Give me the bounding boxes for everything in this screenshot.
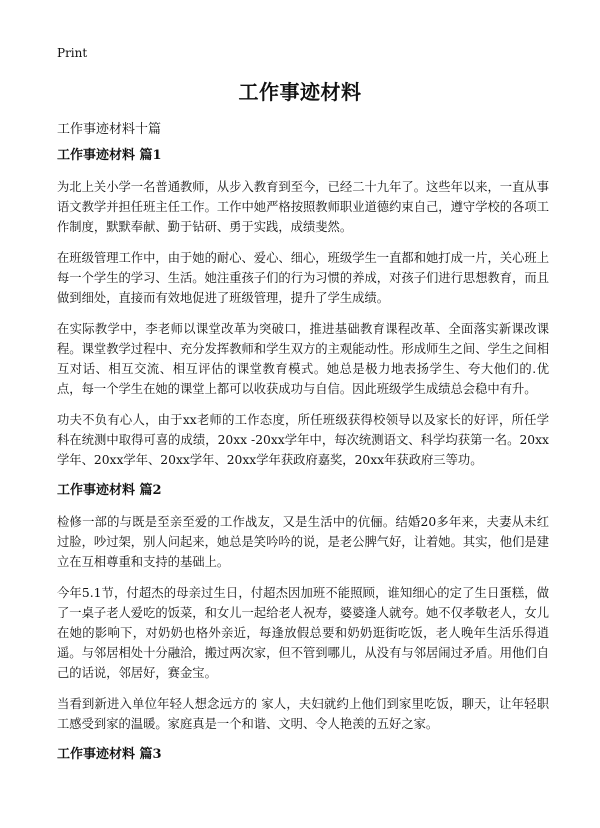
document-subtitle: 工作事迹材料十篇 <box>57 122 162 137</box>
paragraph: 在班级管理工作中，由于她的耐心、爱心、细心，班级学生一直都和她打成一片，关心班上每一个学生的学习、生活。她注重孩子们的行为习惯的养成，对孩子们进行思想教育，而且做到细处，直接而有效地促进了班级管理，提升了学生成绩。 <box>57 251 549 305</box>
section-title: 工作事迹材料 篇1 <box>57 148 162 163</box>
page-title: 工作事迹材料 <box>238 80 362 104</box>
paragraph: 功夫不负有心人，由于xx老师的工作态度，所任班级获得校领导以及家长的好评，所任学科在统测中取得可喜的成绩，20xx -20xx学年中，每次统测语文、科学均获第一名。20xx学年、20xx学年、20xx学年、20xx学年获政府嘉奖，20xx年获政府三等功。 <box>57 413 549 467</box>
section-2 <box>57 481 549 734</box>
section-title: 工作事迹材料 篇2 <box>57 483 162 498</box>
paragraph: 今年5.1节，付超杰的母亲过生日，付超杰因加班不能照顾，谁知细心的定了生日蛋糕，做了一桌子老人爱吃的饭菜，和女儿一起给老人祝寿，婆婆逢人就夸。她不仅孝敬老人，女儿在她的影响下，对奶奶也格外亲近，每逢放假总要和奶奶逛街吃饭，老人晚年生活乐得逍遥。与邻居相处十分融洽，搬过两次家，但不管到哪儿，从没有与邻居闹过矛盾。用他们自己的话说，邻居好，赛金宝。 <box>57 586 549 680</box>
paragraph: 为北上关小学一名普通教师，从步入教育到至今，已经二十九年了。这些年以来，一直从事语文教学并担任班主任工作。工作中她严格按照教师职业道德约束自己，遵守学校的各项工作制度，默默奉献、勤于钻研、勇于实践，成绩斐然。 <box>57 180 549 234</box>
section-1 <box>57 146 549 470</box>
document-body <box>57 146 549 776</box>
paragraph: 在实际教学中，李老师以课堂改革为突破口，推进基础教育课程改革、全面落实新课改课程。课堂教学过程中、充分发挥教师和学生双方的主观能动性。形成师生之间、学生之间相互对话、相互交流、相互评估的课堂教育模式。她总是极力地表扬学生、夸大他们的.优点，每一个学生在她的课堂上都可以收获成功与自信。因此班级学生成绩总会稳中有升。 <box>57 322 549 396</box>
section-title: 工作事迹材料 篇3 <box>57 747 162 762</box>
section-3 <box>57 745 549 765</box>
paragraph: 当看到新进入单位年轻人想念远方的 家人，夫妇就约上他们到家里吃饭，聊天，让年轻职工感受到家的温暖。家庭真是一个和谐、文明、令人艳羡的五好之家。 <box>57 697 549 731</box>
print-label: Print <box>57 46 88 60</box>
paragraph: 检修一部的与既是至亲至爱的工作战友，又是生活中的伉俪。结婚20多年来，夫妻从未红过脸，吵过架，别人问起来，她总是笑吟吟的说，是老公脾气好，让着她。其实，他们是建立在互相尊重和支持的基础上。 <box>57 515 549 569</box>
